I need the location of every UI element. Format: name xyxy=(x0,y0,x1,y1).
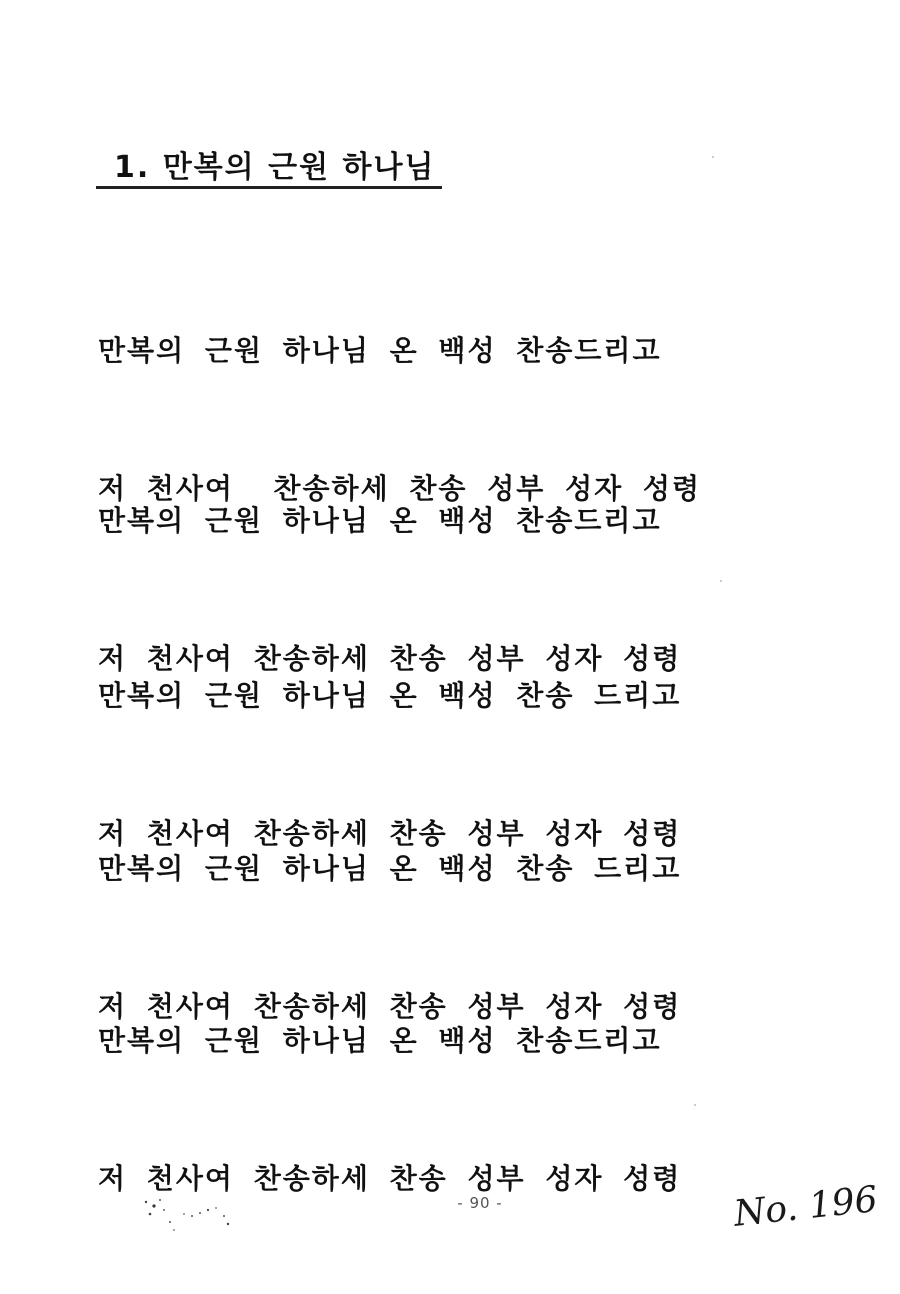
verse-line: 저 천사여 찬송하세 찬송 성부 성자 성령 xyxy=(98,990,682,1023)
verse-line: 만복의 근원 하나님 온 백성 찬송 드리고 xyxy=(98,852,682,885)
verse-line: 저 천사여 찬송하세 찬송 성부 성자 성령 xyxy=(98,1162,682,1195)
page-number: - 90 - xyxy=(457,1194,503,1212)
scan-dot xyxy=(712,156,714,158)
verse-line: 만복의 근원 하나님 온 백성 찬송드리고 xyxy=(98,334,662,367)
verse-line: 만복의 근원 하나님 온 백성 찬송 드리고 xyxy=(98,679,682,712)
title-underline xyxy=(96,186,442,189)
verse-line: 저 천사여 찬송하세 찬송 성부 성자 성령 xyxy=(98,472,702,505)
verse-line: 저 천사여 찬송하세 찬송 성부 성자 성령 xyxy=(98,817,682,850)
document-title: 1. 만복의 근원 하나님 xyxy=(114,150,436,185)
scan-dot xyxy=(694,1104,696,1106)
verse-line: 저 천사여 찬송하세 찬송 성부 성자 성령 xyxy=(98,642,682,675)
title-block xyxy=(96,150,442,189)
verse-line: 만복의 근원 하나님 온 백성 찬송드리고 xyxy=(98,504,662,537)
handwritten-number: No. 196 xyxy=(731,1179,880,1235)
verse-line: 만복의 근원 하나님 온 백성 찬송드리고 xyxy=(98,1024,662,1057)
verse-5 xyxy=(98,926,681,1294)
scan-dot xyxy=(720,580,722,582)
